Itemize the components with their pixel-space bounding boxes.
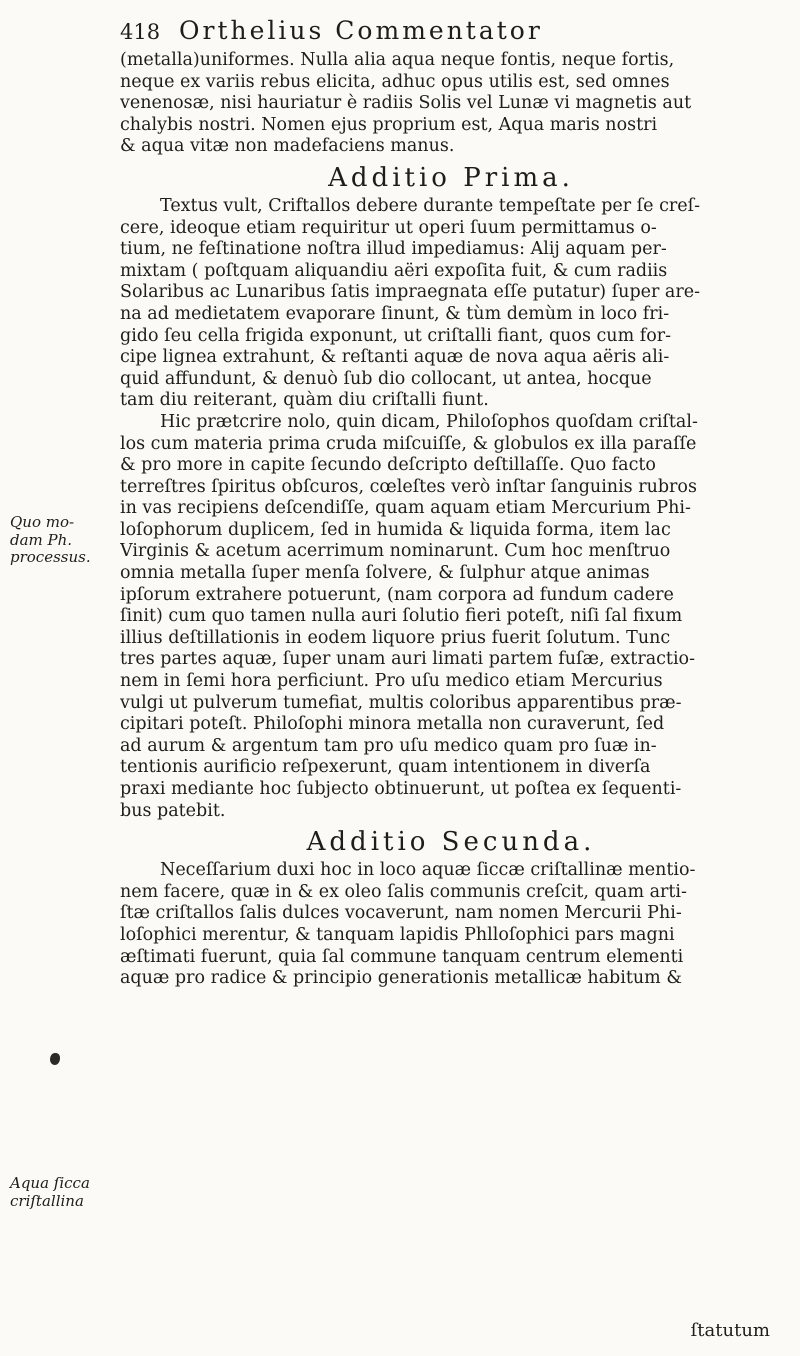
text-line: & pro more in capite ſecundo deſcripto deſtillaſſe. Quo facto: [120, 455, 656, 476]
catchword: ſtatutum: [690, 1320, 770, 1341]
text-line: illius deſtillationis in eodem liquore prius fuerit ſolutum. Tunc: [120, 627, 671, 648]
text-line: Solaribus ac Lunaribus ſatis impraegnata eſſe putatur) ſuper are-: [120, 282, 701, 303]
margin-note-aqua-sicca: [10, 1175, 120, 1210]
text-line: ſtæ criſtallos ſalis dulces vocaverunt, nam nomen Mercurii Phi-: [120, 903, 682, 924]
text-line: in vas recipiens deſcendiſſe, quam aquam etiam Mercurium Phi-: [120, 498, 691, 519]
opening-paragraph: [120, 50, 782, 158]
text-line: nem facere, quæ in & ex oleo ſalis communis creſcit, quam arti-: [120, 881, 687, 902]
text-line: nem in ſemi hora perficiunt. Pro uſu medico etiam Mercurius: [120, 671, 663, 692]
text-line: na ad medietatem evaporare ſinunt, & tùm demùm in loco fri-: [120, 303, 670, 324]
text-line: praxi mediante hoc ſubjecto obtinuerunt, ut poſtea ex ſequenti-: [120, 779, 682, 799]
running-head: [120, 16, 780, 45]
text-line: chalybis nostri. Nomen ejus proprium est, Aqua maris nostri: [120, 114, 658, 135]
text-line: gido ſeu cella frigida exponunt, ut criſtalli fiant, quos cum for-: [120, 325, 672, 346]
text-line: (metalla)uniformes. Nulla alia aqua neque fontis, neque fortis,: [120, 50, 675, 70]
text-line: tentionis aurificio reſpexerunt, quam intentionem in diverſa: [120, 757, 651, 778]
margin-note-line: Quo mo-: [10, 513, 75, 531]
text-column: [120, 50, 782, 990]
section-title-additio-prima: Additio Prima.: [328, 162, 574, 193]
text-line: ad aurum & argentum tam pro uſu medico quam pro ſuæ in-: [120, 735, 657, 756]
text-line: neque ex variis rebus elicita, adhuc opus utilis est, sed omnes: [120, 71, 670, 92]
ink-blot-mark: [50, 1053, 60, 1065]
additio-secunda-body: [120, 860, 782, 990]
text-line: tam diu reiterant, quàm diu criſtalli fiunt.: [120, 390, 489, 411]
text-line: aquæ pro radice & principio generationis metallicæ habitum &: [120, 968, 682, 989]
text-line: ipſorum extrahere potuerunt, (nam corpora ad fundum cadere: [120, 584, 674, 605]
margin-note-line: dam Ph.: [10, 530, 73, 549]
text-line: Neceſſarium duxi hoc in loco aquæ ſiccæ criſtallinæ mentio-: [160, 860, 696, 881]
additio-prima-body: [120, 196, 782, 822]
text-line: cipitari poteſt. Philoſophi minora metalla non curaverunt, ſed: [120, 714, 665, 735]
text-line: cere, ideoque etiam requiritur ut operi ſuum permittamus o-: [120, 217, 657, 238]
page-number: 418: [120, 20, 161, 44]
running-title: Orthelius Commentator: [179, 16, 543, 45]
text-line: loſophici merentur, & tanquam lapidis Phlloſophici pars magni: [120, 924, 675, 945]
text-line: Virginis & acetum acerrimum nominarunt. Cum hoc menſtruo: [120, 541, 671, 562]
text-line: æſtimati fuerunt, quia ſal commune tanquam centrum elementi: [120, 946, 684, 967]
margin-note-line: criſtallina: [10, 1191, 84, 1210]
margin-note-quo-modo: [10, 514, 120, 567]
text-line: vulgi ut pulverum tumefiat, multis coloribus apparentibus præ-: [120, 692, 682, 713]
text-line: Hic prætcrire nolo, quin dicam, Philoſophos quoſdam criſtal-: [160, 411, 698, 432]
text-line: Textus vult, Criftallos debere durante tempeſtate per ſe creſ-: [160, 195, 700, 216]
text-line: tium, ne feſtinatione noſtra illud impediamus: Alij aquam per-: [120, 239, 667, 260]
text-line: mixtam ( poſtquam aliquandiu aëri expoſita fuit, & cum radiis: [120, 260, 668, 281]
text-line: venenosæ, nisi hauriatur è radiis Solis vel Lunæ vi magnetis aut: [120, 93, 692, 114]
text-line: tres partes aquæ, ſuper unam auri limati partem fuſæ, extractio-: [120, 649, 696, 670]
text-line: loſophorum duplicem, ſed in humida & liquida forma, item lac: [120, 519, 671, 540]
text-line: ſinit) cum quo tamen nulla auri ſolutio fieri poteſt, niſi ſal fixum: [120, 606, 683, 627]
text-line: cipe lignea extrahunt, & reſtanti aquæ de nova aqua aëris ali-: [120, 347, 670, 368]
text-line: quid affundunt, & denuò ſub dio collocant, ut antea, hocque: [120, 368, 652, 389]
margin-note-line: processus.: [10, 548, 91, 566]
text-line: omnia metalla ſuper menſa ſolvere, & ſulphur atque animas: [120, 563, 650, 584]
margin-note-line: Aqua ſicca: [10, 1174, 90, 1192]
section-title-additio-secunda: Additio Secunda.: [306, 827, 596, 858]
text-line: los cum materia prima cruda miſcuiſſe, & globulos ex illa paraſſe: [120, 433, 697, 454]
text-line: bus patebit.: [120, 800, 226, 821]
text-line: & aqua vitæ non madefaciens manus.: [120, 136, 455, 157]
text-line: terreſtres ſpiritus obſcuros, cœleſtes verò inſtar ſanguinis rubros: [120, 476, 697, 497]
